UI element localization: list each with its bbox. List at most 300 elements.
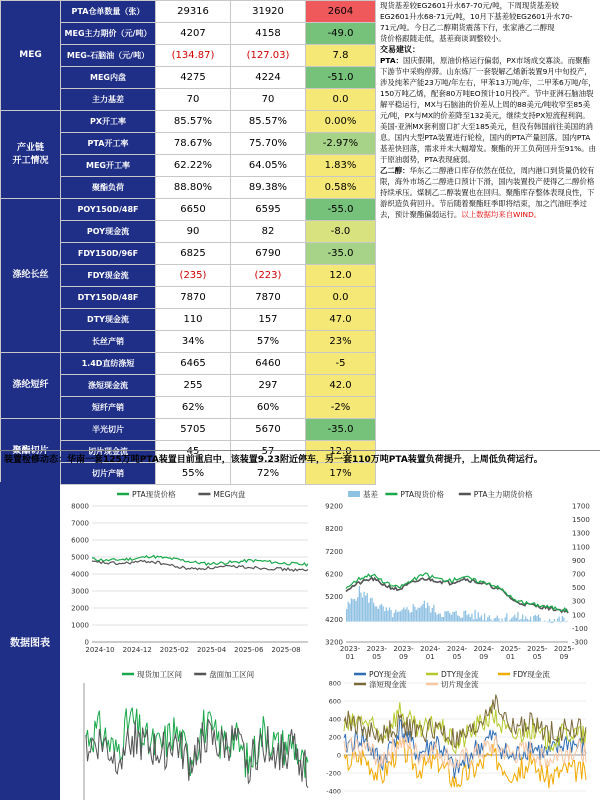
basis-bar [497,616,498,622]
y-tick-label: -200 [326,769,341,778]
basis-bar [479,618,480,622]
basis-bar [474,610,475,622]
basis-bar [463,611,464,622]
x-tick-label: 2023- [393,645,414,653]
y2-tick-label: 900 [572,556,586,565]
basis-bar [359,586,360,621]
value-current: (127.03) [231,45,306,67]
chart-cashflow [318,665,600,800]
basis-bar [486,621,487,622]
value-change: 17% [306,463,376,485]
value-change: 23% [306,331,376,353]
meg-advice-head: 乙二醇： [380,166,410,175]
value-current: 72% [231,463,306,485]
value-change: 12.0 [306,265,376,287]
x-tick-label: 2023- [366,645,387,653]
basis-bar [446,611,447,621]
y2-tick-label: -300 [572,638,588,647]
y-tick-label: 0 [84,638,89,647]
indicator-label: 1.4D直纺涤短 [61,353,156,375]
value-change: 47.0 [306,309,376,331]
legend-label: 涤短现金流 [369,680,407,689]
basis-bar [362,597,363,621]
basis-bar [346,609,347,622]
value-current: 6460 [231,353,306,375]
value-prev: 70 [156,89,231,111]
x-tick-label: 2024-10 [85,646,115,654]
indicator-label: FDY150D/96F [61,243,156,265]
pta-advice-head: PTA： [380,56,403,65]
y-tick-label: 4200 [325,615,343,624]
basis-bar [403,607,404,621]
basis-bar [565,622,566,623]
basis-bar [554,619,555,622]
table-row [1,419,376,441]
value-prev: 88.80% [156,177,231,199]
series-line [344,702,586,753]
value-change: 0.00% [306,111,376,133]
basis-bar [455,611,456,622]
basis-bar [516,618,517,622]
pta-advice-body: 国庆假期，原油价格运行偏弱，PX市场成交寡淡。而聚酯下游节中采购停滞。山东炼厂一套裂解乙烯新装置9月中旬投产，涉及纯苯产能23万吨/年左右，甲苯13万吨/年，二甲苯6万吨/年，150万吨乙烯，配套80万吨EO预计10月投产。节中亚洲石脑油裂解平稳运行，MX与石脑油的价差从上周的88美元/吨收窄至85美元/吨，PX与MX的价差降至132美元，继续支持PX短流程利润。美国-亚洲MX套利窗口扩大至185美元，但没有韩国前往美国的消息。国内大型PTA装置进行轮检，国内的PTA产量回落。国内PTA基差快回落，需求并未大幅增发。聚酯的开工负荷回升至91%。由于原油弱势，PTA表现疲弱。 [380,56,596,164]
y-tick-label: 1000 [71,621,89,630]
basis-bar [566,621,567,622]
value-current: 75.70% [231,133,306,155]
basis-bar [533,616,534,622]
basis-bar [381,604,382,622]
basis-bar [495,618,496,622]
basis-bar [452,612,453,622]
value-prev: 78.67% [156,133,231,155]
basis-bar [560,622,561,623]
indicator-table [0,0,376,485]
basis-bar [424,601,425,622]
value-prev: 34% [156,331,231,353]
value-current: 64.05% [231,155,306,177]
basis-bar [468,614,469,622]
charts-section-label: 数据图表 [0,482,60,800]
commentary-line-2: EG2601升水68-71元/吨，10月下基差较EG2601升水70- [380,12,573,21]
basis-bar [402,610,403,622]
indicator-label: MEG主力期价（元/吨） [61,23,156,45]
y2-tick-label: 500 [572,584,586,593]
basis-bar [447,611,448,622]
value-prev: (235) [156,265,231,287]
meg-advice-body: 华东乙二醇港口库存依然在低位，周内港口到货量仍较有限，海外市场乙二醇进口预计下滑，国内装置投产使得乙二醇价格持续承压。煤制乙二醇装置也在回归。聚酯库存整体表现良性，下游织造负荷回升。节后随着聚酯旺季即将结束，加之汽油旺季过去，预计聚酯偏弱运行。 [380,166,595,219]
value-prev: 4207 [156,23,231,45]
value-current: 31920 [231,1,306,23]
basis-bar [414,607,415,622]
basis-bar [552,622,553,623]
basis-bar [487,617,488,621]
basis-bar [451,615,452,622]
basis-bar [349,604,350,622]
basis-bar [536,616,537,621]
basis-bar [522,614,523,621]
y-tick-label: 2000 [71,604,89,613]
basis-bar [375,606,376,621]
basis-bar [405,609,406,621]
x-tick-label: 2024- [420,645,441,653]
value-current: 4224 [231,67,306,89]
basis-bar [517,612,518,622]
y-tick-label: 8200 [325,525,343,534]
value-prev: 90 [156,221,231,243]
indicator-label: MEG开工率 [61,155,156,177]
indicator-label: 涤短现金流 [61,375,156,397]
legend-label: 盘面加工区间 [209,670,255,679]
value-prev: (134.87) [156,45,231,67]
value-change: -35.0 [306,419,376,441]
basis-bar [506,613,507,621]
basis-bar [441,617,442,622]
basis-bar [505,617,506,621]
basis-bar [360,593,361,622]
trade-advice-title: 交易建议： [380,45,420,54]
indicator-label: POY现金流 [61,221,156,243]
basis-bar [367,593,368,621]
basis-bar [481,615,482,621]
basis-bar [527,619,528,622]
y2-tick-label: 1700 [572,502,590,511]
basis-bar [551,622,552,624]
legend-swatch [348,491,360,497]
value-current: 82 [231,221,306,243]
basis-bar [443,617,444,622]
y2-tick-label: 1300 [572,529,590,538]
value-current: 6595 [231,199,306,221]
basis-bar [482,620,483,621]
meg-advice [380,165,596,220]
table-row [1,353,376,375]
basis-bar [438,614,439,622]
series-line [346,577,568,613]
y2-tick-label: 100 [572,611,586,620]
value-current: 57% [231,331,306,353]
y-tick-label: 4000 [71,570,89,579]
basis-bar [436,615,437,622]
basis-bar [473,619,474,621]
basis-bar [411,612,412,622]
y-tick-label: 6200 [325,570,343,579]
indicator-label: MEG-石脑油（元/吨） [61,45,156,67]
basis-bar [390,610,391,622]
basis-bar [394,613,395,622]
basis-bar [493,618,494,621]
y-tick-label: 800 [328,679,341,688]
value-change: -8.0 [306,221,376,243]
value-prev: 85.57% [156,111,231,133]
y-tick-label: 8000 [71,502,89,511]
indicator-label: DTY现金流 [61,309,156,331]
basis-bar [421,606,422,622]
x-tick-label: 2025-08 [271,646,301,654]
basis-bar [395,610,396,622]
basis-bar [500,622,501,623]
value-prev: 6825 [156,243,231,265]
indicator-label: 长丝产销 [61,331,156,353]
value-prev: 7870 [156,287,231,309]
y2-tick-label: 1100 [572,543,590,552]
basis-bar [465,611,466,622]
basis-bar [400,611,401,621]
basis-bar [409,613,410,622]
basis-bar [430,612,431,621]
basis-bar [444,611,445,621]
basis-bar [470,617,471,622]
legend-label: DTY现金流 [441,670,479,679]
basis-bar [440,613,441,621]
basis-bar [365,596,366,622]
legend-label: 现货加工区间 [137,670,182,679]
value-change: 12.0 [306,441,376,463]
pta-advice [380,55,596,165]
legend-label: POY现金流 [369,670,407,679]
x-tick-label: 05 [532,653,542,659]
x-tick-label: 2024-12 [122,646,152,654]
indicator-label: DTY150D/48F [61,287,156,309]
basis-bar [351,598,352,621]
basis-bar [498,618,499,621]
y2-tick-label: 300 [572,597,586,606]
basis-bar [417,608,418,622]
data-source-note: 以上数据均来自WIND。 [461,210,542,219]
y-tick-label: 9200 [325,502,343,511]
y-tick-label: 600 [328,697,341,706]
basis-bar [379,605,380,622]
value-prev: 55% [156,463,231,485]
basis-bar [348,602,349,622]
basis-bar [501,618,502,621]
y2-tick-label: 1500 [572,516,590,525]
basis-bar [476,619,477,622]
chart-processing-spread [62,665,314,800]
basis-bar [378,609,379,622]
basis-bar [406,607,407,622]
basis-bar [386,607,387,621]
basis-bar [454,612,455,622]
value-current: 4158 [231,23,306,45]
basis-bar [427,603,428,622]
indicator-label: PTA开工率 [61,133,156,155]
basis-bar [425,608,426,622]
basis-bar [471,613,472,621]
basis-bar [519,620,520,622]
value-prev: 255 [156,375,231,397]
indicator-label: PX开工率 [61,111,156,133]
basis-bar [532,621,533,622]
basis-bar [530,617,531,622]
value-current: 89.38% [231,177,306,199]
category-cell: 涤纶短纤 [1,353,61,419]
maintenance-news: 装置检修动态：华南一套125万吨PTA装置目前重启中，该装置9.23附近停车，另一套110万吨PTA装置负荷提升，上周低负荷运行。 [0,450,600,482]
basis-bar [524,620,525,622]
basis-bar [354,599,355,622]
value-change: 0.58% [306,177,376,199]
indicator-label: 切片产销 [61,463,156,485]
category-cell: 聚酯切片 [1,419,61,485]
value-change: 2604 [306,1,376,23]
value-current: 70 [231,89,306,111]
basis-bar [544,621,545,622]
indicator-label: 短纤产销 [61,397,156,419]
basis-bar [433,605,434,622]
y-tick-label: 7000 [71,519,89,528]
x-tick-label: 2025-04 [196,646,227,654]
indicator-label: 切片现金流 [61,441,156,463]
basis-bar [368,603,369,622]
basis-bar [352,599,353,621]
legend-label: PTA现货价格 [400,490,445,499]
value-prev: 6650 [156,199,231,221]
basis-bar [408,610,409,622]
basis-bar [371,598,372,622]
basis-bar [539,618,540,622]
basis-bar [419,608,420,622]
x-tick-label: 01 [506,653,515,659]
indicator-label: MEG内盘 [61,67,156,89]
basis-bar [557,619,558,622]
x-tick-label: 2024- [473,645,494,653]
basis-bar [435,612,436,621]
value-current: 157 [231,309,306,331]
value-change: -49.0 [306,23,376,45]
basis-bar [432,608,433,622]
y-tick-label: -400 [326,787,341,796]
x-tick-label: 01 [425,653,435,659]
y-tick-label: 7200 [325,547,343,556]
value-change: 1.83% [306,155,376,177]
basis-bar [558,616,559,621]
indicator-label: PTA仓单数量（张） [61,1,156,23]
basis-bar [457,615,458,621]
value-change: -2% [306,397,376,419]
x-tick-label: 01 [345,653,355,659]
basis-bar [528,620,529,622]
value-current: 85.57% [231,111,306,133]
value-current: (223) [231,265,306,287]
basis-bar [459,616,460,621]
y-tick-label: 3200 [325,638,343,647]
basis-bar [535,615,536,622]
basis-bar [549,619,550,622]
x-tick-label: 2025-06 [234,646,264,654]
basis-bar [514,615,515,622]
basis-bar [547,622,548,623]
legend-label: PTA现货价格 [132,490,176,499]
basis-bar [490,619,491,621]
value-current: 60% [231,397,306,419]
value-prev: 110 [156,309,231,331]
basis-bar [392,617,393,621]
basis-bar [520,619,521,622]
value-change: 0.0 [306,89,376,111]
value-change: 7.8 [306,45,376,67]
value-current: 6790 [231,243,306,265]
x-tick-label: 2024- [446,645,468,653]
x-tick-label: 2025- [553,645,575,653]
indicator-label: 半光切片 [61,419,156,441]
basis-bar [563,618,564,622]
x-tick-label: 09 [559,653,569,659]
value-current: 57 [231,441,306,463]
basis-bar [513,617,514,622]
basis-bar [484,614,485,622]
value-change: -2.97% [306,133,376,155]
value-prev: 4275 [156,67,231,89]
basis-bar [422,604,423,621]
value-current: 5670 [231,419,306,441]
x-tick-label: 09 [399,653,408,659]
x-tick-label: 05 [372,653,382,659]
chart-pta-meg-price [62,484,314,659]
basis-bar [562,616,563,622]
y-tick-label: 5200 [325,593,343,602]
value-current: 297 [231,375,306,397]
basis-bar [356,601,357,622]
basis-bar [384,611,385,621]
category-cell: MEG [1,1,61,111]
legend-label: PTA主力期货价格 [473,490,533,499]
value-prev: 45 [156,441,231,463]
chart-pta-basis [318,484,600,659]
value-change: -35.0 [306,243,376,265]
y-tick-label: 400 [328,715,341,724]
y2-tick-label: -100 [572,624,588,633]
market-commentary [375,0,600,450]
value-prev: 29316 [156,1,231,23]
value-change: 0.0 [306,287,376,309]
indicator-label: 聚酯负荷 [61,177,156,199]
basis-bar [478,612,479,621]
y-tick-label: 5000 [71,553,89,562]
basis-bar [398,612,399,622]
value-prev: 6465 [156,353,231,375]
basis-bar [462,618,463,622]
x-tick-label: 2025-02 [159,646,190,654]
basis-bar [538,615,539,622]
basis-bar [509,620,510,622]
legend-label: FDY现金流 [513,670,550,679]
table-row [1,199,376,221]
basis-bar [467,615,468,622]
commentary-line-3: 71元/吨。今日乙二醇期货震荡下行，张家港乙二醇现 [380,23,555,32]
y-tick-label: 6000 [71,536,89,545]
y-tick-label: 3000 [71,587,89,596]
basis-bar [416,610,417,622]
x-tick-label: 09 [479,653,489,659]
y-tick-label: 0 [336,751,341,760]
indicator-label: FDY现金流 [61,265,156,287]
x-tick-label: 2023- [339,645,361,653]
table-row [1,111,376,133]
value-prev: 62.22% [156,155,231,177]
y-tick-label: 200 [328,733,341,742]
category-cell: 产业链 开工情况 [1,111,61,199]
basis-bar [373,603,374,622]
basis-bar [397,612,398,622]
indicator-label: 主力基差 [61,89,156,111]
basis-bar [382,606,383,621]
value-prev: 5705 [156,419,231,441]
category-cell: 涤纶长丝 [1,199,61,353]
basis-bar [363,592,364,622]
legend-label: 切片现金流 [441,680,479,689]
basis-bar [525,617,526,622]
legend-label: 基差 [363,490,378,499]
basis-bar [489,615,490,621]
y2-tick-label: 700 [572,570,586,579]
